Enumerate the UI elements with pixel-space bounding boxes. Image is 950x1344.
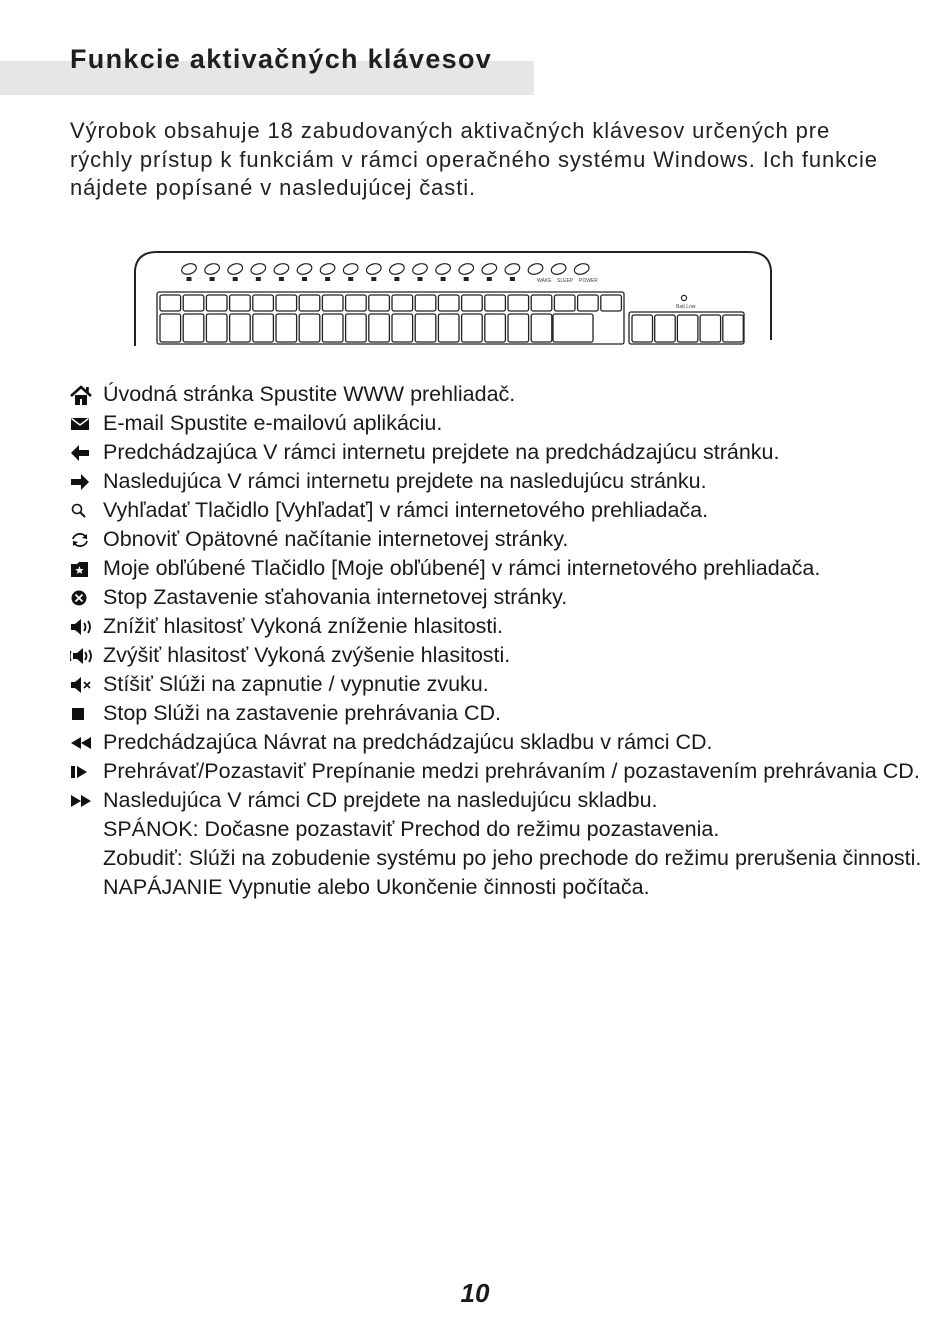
hotkey-symbol — [302, 277, 307, 281]
hotkey-oval — [458, 262, 475, 276]
hotkey-list-item — [66, 844, 926, 873]
keyboard-key — [369, 314, 390, 342]
refresh-icon — [66, 525, 103, 554]
hotkey-symbol — [394, 277, 399, 281]
keyboard-key — [632, 315, 653, 342]
stop-media-icon — [66, 699, 103, 728]
keyboard-key — [183, 295, 204, 311]
hotkey-symbol — [348, 277, 353, 281]
next-track-icon — [66, 786, 103, 815]
hotkey-list-item — [66, 728, 926, 757]
mail-icon — [66, 409, 103, 438]
hotkey-oval — [365, 262, 382, 276]
hotkey-description: Stop Zastavenie sťahovania internetovej stránky. — [103, 585, 568, 609]
hotkey-list-item — [66, 612, 926, 641]
hotkey-oval — [550, 262, 567, 276]
forward-arrow-icon — [66, 467, 103, 496]
keyboard-key — [462, 314, 483, 342]
hotkey-description: Znížiť hlasitosť Vykoná zníženie hlasitosti. — [103, 614, 504, 638]
hotkey-description: Nasledujúca V rámci CD prejdete na nasledujúcu skladbu. — [103, 788, 658, 812]
hotkey-symbol — [279, 277, 284, 281]
keyboard-key — [299, 314, 320, 342]
keyboard-key — [677, 315, 698, 342]
keyboard-key — [206, 314, 227, 342]
hotkey-symbol — [210, 277, 215, 281]
hotkey-description: Predchádzajúca Návrat na predchádzajúcu skladbu v rámci CD. — [103, 730, 713, 754]
back-arrow-icon — [66, 438, 103, 467]
mute-icon — [66, 670, 103, 699]
intro-paragraph: Výrobok obsahuje 18 zabudovaných aktivačných klávesov určených pre rýchly prístup k funkciám v rámci operačného systému Windows. Ich funkcie nájdete popísané v nasledujúcej časti. — [70, 118, 878, 200]
page-number: 10 — [460, 1278, 490, 1308]
play-pause-icon — [66, 757, 103, 786]
batt-low-led — [681, 295, 686, 300]
sleep-label: SLEEP — [557, 278, 574, 284]
hotkey-oval — [319, 262, 336, 276]
hotkey-list-item — [66, 438, 926, 467]
keyboard-key — [160, 314, 181, 342]
keyboard-key — [160, 295, 181, 311]
hotkey-oval — [481, 262, 498, 276]
hotkey-list-item — [66, 380, 926, 409]
hotkey-description: Prehrávať/Pozastaviť Prepínanie medzi prehrávaním / pozastavením prehrávania CD. — [103, 759, 920, 783]
home-icon — [66, 380, 103, 409]
hotkey-description: NAPÁJANIE Vypnutie alebo Ukončenie činnosti počítača. — [103, 875, 650, 899]
hotkey-list-item — [66, 873, 926, 902]
hotkey-oval — [411, 262, 428, 276]
keyboard-illustration — [133, 248, 773, 348]
keyboard-key — [438, 314, 459, 342]
keyboard-key — [206, 295, 227, 311]
hotkey-list — [66, 380, 926, 902]
hotkey-oval — [273, 262, 290, 276]
keyboard-key — [369, 295, 390, 311]
keyboard-key — [346, 314, 367, 342]
keyboard-key — [485, 295, 506, 311]
blank-icon-slot — [66, 844, 103, 873]
hotkey-description: E-mail Spustite e-mailovú aplikáciu. — [103, 411, 443, 435]
keyboard-key — [508, 295, 529, 311]
volume-up-icon — [66, 641, 103, 670]
keyboard-key — [415, 295, 436, 311]
keyboard-key — [554, 295, 575, 311]
keyboard-key — [531, 295, 552, 311]
hotkey-list-item — [66, 815, 926, 844]
hotkey-oval — [180, 262, 197, 276]
hotkey-list-item — [66, 699, 926, 728]
keyboard-key — [322, 314, 343, 342]
keyboard-key — [723, 315, 744, 342]
hotkey-description: Zobudiť: Slúži na zobudenie systému po jeho prechode do režimu prerušenia činnosti. — [103, 846, 922, 870]
keyboard-key — [553, 314, 593, 342]
hotkey-description: Moje obľúbené Tlačidlo [Moje obľúbené] v rámci internetového prehliadača. — [103, 556, 821, 580]
keyboard-key — [253, 295, 274, 311]
keyboard-key — [508, 314, 529, 342]
hotkey-oval — [296, 262, 313, 276]
wake-label: WAKE — [537, 278, 552, 284]
hotkey-oval — [227, 262, 244, 276]
keyboard-key — [346, 295, 367, 311]
hotkey-symbol — [371, 277, 376, 281]
keyboard-key — [415, 314, 436, 342]
hotkey-oval — [573, 262, 590, 276]
keyboard-key — [183, 314, 204, 342]
hotkey-oval — [504, 262, 521, 276]
hotkey-list-item — [66, 554, 926, 583]
keyboard-key — [655, 315, 676, 342]
keyboard-key — [485, 314, 506, 342]
blank-icon-slot — [66, 815, 103, 844]
keyboard-key — [322, 295, 343, 311]
hotkey-symbol — [256, 277, 261, 281]
hotkey-list-item — [66, 409, 926, 438]
keyboard-key — [531, 314, 552, 342]
hotkey-symbols — [187, 277, 515, 281]
hotkey-list-item — [66, 496, 926, 525]
hotkey-symbol — [233, 277, 238, 281]
keyboard-key — [230, 314, 251, 342]
hotkey-list-item — [66, 641, 926, 670]
nav-key-frame — [629, 312, 744, 344]
hotkey-description: Obnoviť Opätovné načítanie internetovej stránky. — [103, 527, 569, 551]
hotkey-symbol — [510, 277, 515, 281]
volume-down-icon — [66, 612, 103, 641]
stop-web-icon — [66, 583, 103, 612]
hotkey-symbol — [325, 277, 330, 281]
hotkey-list-item — [66, 525, 926, 554]
hotkey-symbol — [441, 277, 446, 281]
hotkey-ovals — [180, 262, 590, 276]
hotkey-list-item — [66, 583, 926, 612]
hotkey-description: Úvodná stránka Spustite WWW prehliadač. — [103, 382, 516, 406]
hotkey-symbol — [487, 277, 492, 281]
hotkey-symbol — [464, 277, 469, 281]
batt-low-label: Batt Low — [676, 304, 696, 310]
keyboard-key — [438, 295, 459, 311]
hotkey-oval — [388, 262, 405, 276]
keyboard-key — [700, 315, 721, 342]
hotkey-list-item — [66, 467, 926, 496]
search-icon — [66, 496, 103, 525]
hotkey-description: SPÁNOK: Dočasne pozastaviť Prechod do režimu pozastavenia. — [103, 817, 720, 841]
hotkey-description: Zvýšiť hlasitosť Vykoná zvýšenie hlasitosti. — [103, 643, 511, 667]
keyboard-key — [578, 295, 599, 311]
hotkey-oval — [203, 262, 220, 276]
hotkey-oval — [342, 262, 359, 276]
hotkey-oval — [527, 262, 544, 276]
hotkey-oval — [434, 262, 451, 276]
hotkey-description: Predchádzajúca V rámci internetu prejdete na predchádzajúcu stránku. — [103, 440, 780, 464]
keyboard-key — [253, 314, 274, 342]
page-title: Funkcie aktivačných klávesov — [70, 44, 493, 74]
power-label: POWER — [579, 278, 598, 284]
hotkey-list-item — [66, 786, 926, 815]
hotkey-list-item — [66, 670, 926, 699]
hotkey-description: Nasledujúca V rámci internetu prejdete na nasledujúcu stránku. — [103, 469, 707, 493]
hotkey-symbol — [187, 277, 192, 281]
keyboard-key — [601, 295, 622, 311]
hotkey-description: Stop Slúži na zastavenie prehrávania CD. — [103, 701, 501, 725]
hotkey-list-item — [66, 757, 926, 786]
keyboard-key — [462, 295, 483, 311]
favorites-icon — [66, 554, 103, 583]
keyboard-key — [276, 295, 297, 311]
blank-icon-slot — [66, 873, 103, 902]
hotkey-symbol — [418, 277, 423, 281]
keyboard-key — [230, 295, 251, 311]
hotkey-description: Stíšiť Slúži na zapnutie / vypnutie zvuku. — [103, 672, 489, 696]
keyboard-key — [392, 295, 413, 311]
hotkey-oval — [250, 262, 267, 276]
previous-track-icon — [66, 728, 103, 757]
main-key-block — [157, 292, 744, 344]
keyboard-key — [392, 314, 413, 342]
hotkey-description: Vyhľadať Tlačidlo [Vyhľadať] v rámci internetového prehliadača. — [103, 498, 709, 522]
keyboard-key — [299, 295, 320, 311]
keyboard-key — [276, 314, 297, 342]
